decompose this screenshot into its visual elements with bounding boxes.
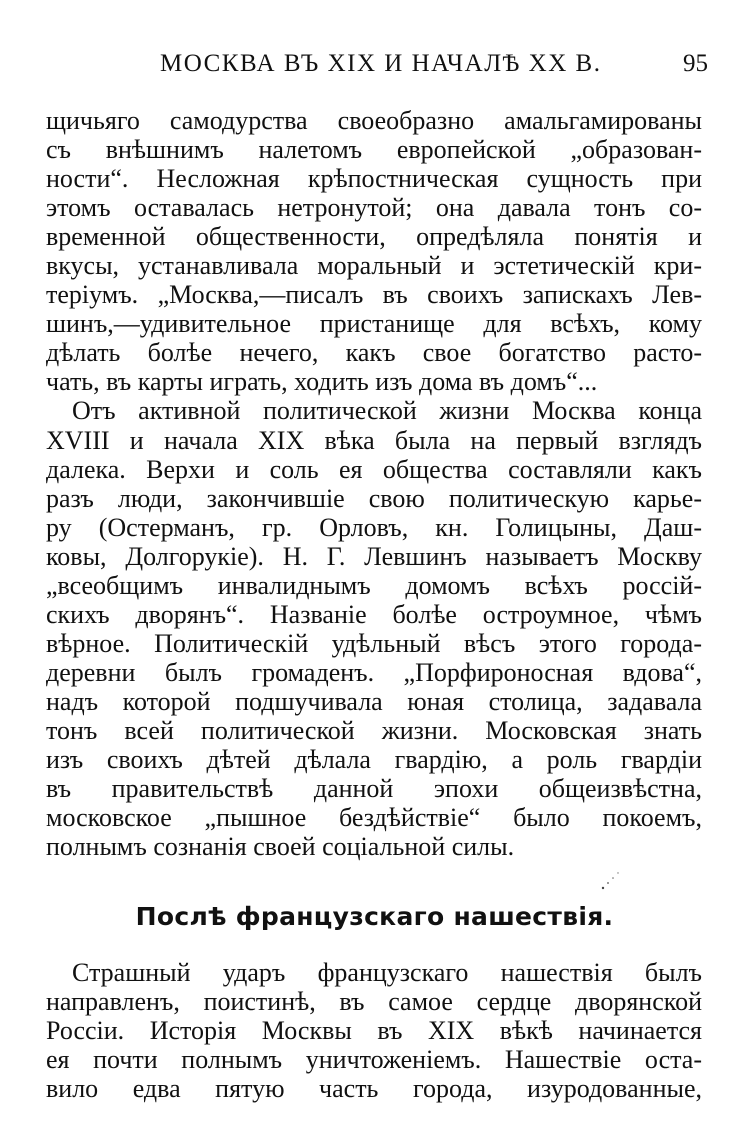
text-line: вило едва пятую часть города, изуродованные, [46,1074,702,1104]
text-line: ности“. Несложная крѣпостническая сущность при [46,164,702,194]
text-line: московское „пышное бездѣйствіе“ было покоемъ, [46,803,702,833]
text-line: теріумъ. „Москва,—писалъ въ своихъ запискахъ Лев- [46,280,702,310]
page-number: 95 [683,50,708,77]
text-line: надъ которой подшучивала юная столица, задавала [46,686,702,716]
text-line: „всеобщимъ инвалиднымъ домомъ всѣхъ россій- [46,570,702,600]
text-line: вкусы, устанавливала моральный и эстетическій кри- [46,251,702,281]
text-line: дѣлать болѣе нечего, какъ свое богатство расто- [46,338,702,368]
text-line: ковы, Долгорукіе). Н. Г. Левшинъ называетъ Москву [46,541,702,571]
text-line: ру (Остерманъ, гр. Орловъ, кн. Голицыны, Даш- [46,512,702,542]
text-line: въ правительствѣ данной эпохи общеизвѣстна, [46,774,702,804]
text-line: шинъ,—удивительное пристанище для всѣхъ, кому [46,309,702,339]
text-line: Россіи. Исторія Москвы въ XIX вѣкѣ начинается [46,1016,702,1046]
text-line: чать, въ карты играть, ходить изъ дома въ домъ“... [46,367,598,397]
text-line: Отъ активной политической жизни Москва конца [72,396,702,426]
text-line: щичьяго самодурства своеобразно амальгамированы [46,106,702,135]
text-line: деревни былъ громаденъ. „Порфироносная вдова“, [46,657,702,687]
paragraph [46,396,702,861]
text-line: Страшный ударъ французскаго нашествія былъ [72,958,702,987]
running-head [40,46,720,86]
section-paragraph [46,958,702,1103]
text-line: временной общественности, опредѣляла понятія и [46,222,702,252]
paragraph [46,106,702,396]
body-text [46,106,702,861]
text-line: направленъ, поистинѣ, въ самое сердце дворянской [46,987,702,1017]
text-line: скихъ дворянъ“. Названіе болѣе остроумное, чѣмъ [46,599,702,629]
text-line: разъ люди, закончившіе свою политическую карье- [46,483,702,513]
ink-speck [598,866,624,892]
text-line: съ внѣшнимъ налетомъ европейской „образован- [46,135,702,165]
section-heading: Послѣ французскаго нашествія. [135,902,614,931]
running-title: МОСКВА ВЪ XIX И НАЧАЛѢ XX В. [160,50,602,77]
text-line: XVIII и начала XIX вѣка была на первый взглядъ [46,425,702,455]
text-line: этомъ оставалась нетронутой; она давала тонъ со- [46,193,702,223]
text-line: полнымъ сознанія своей соціальной силы. [46,832,515,862]
text-line: ея почти полнымъ уничтоженіемъ. Нашествіе оста- [46,1045,702,1075]
text-line: тонъ всей политической жизни. Московская знать [46,715,702,745]
text-line: изъ своихъ дѣтей дѣлала гвардію, а роль гвардіи [46,745,702,775]
text-line: далека. Верхи и соль ея общества составляли какъ [46,454,702,484]
text-line: вѣрное. Политическій удѣльный вѣсъ этого города- [46,628,702,658]
